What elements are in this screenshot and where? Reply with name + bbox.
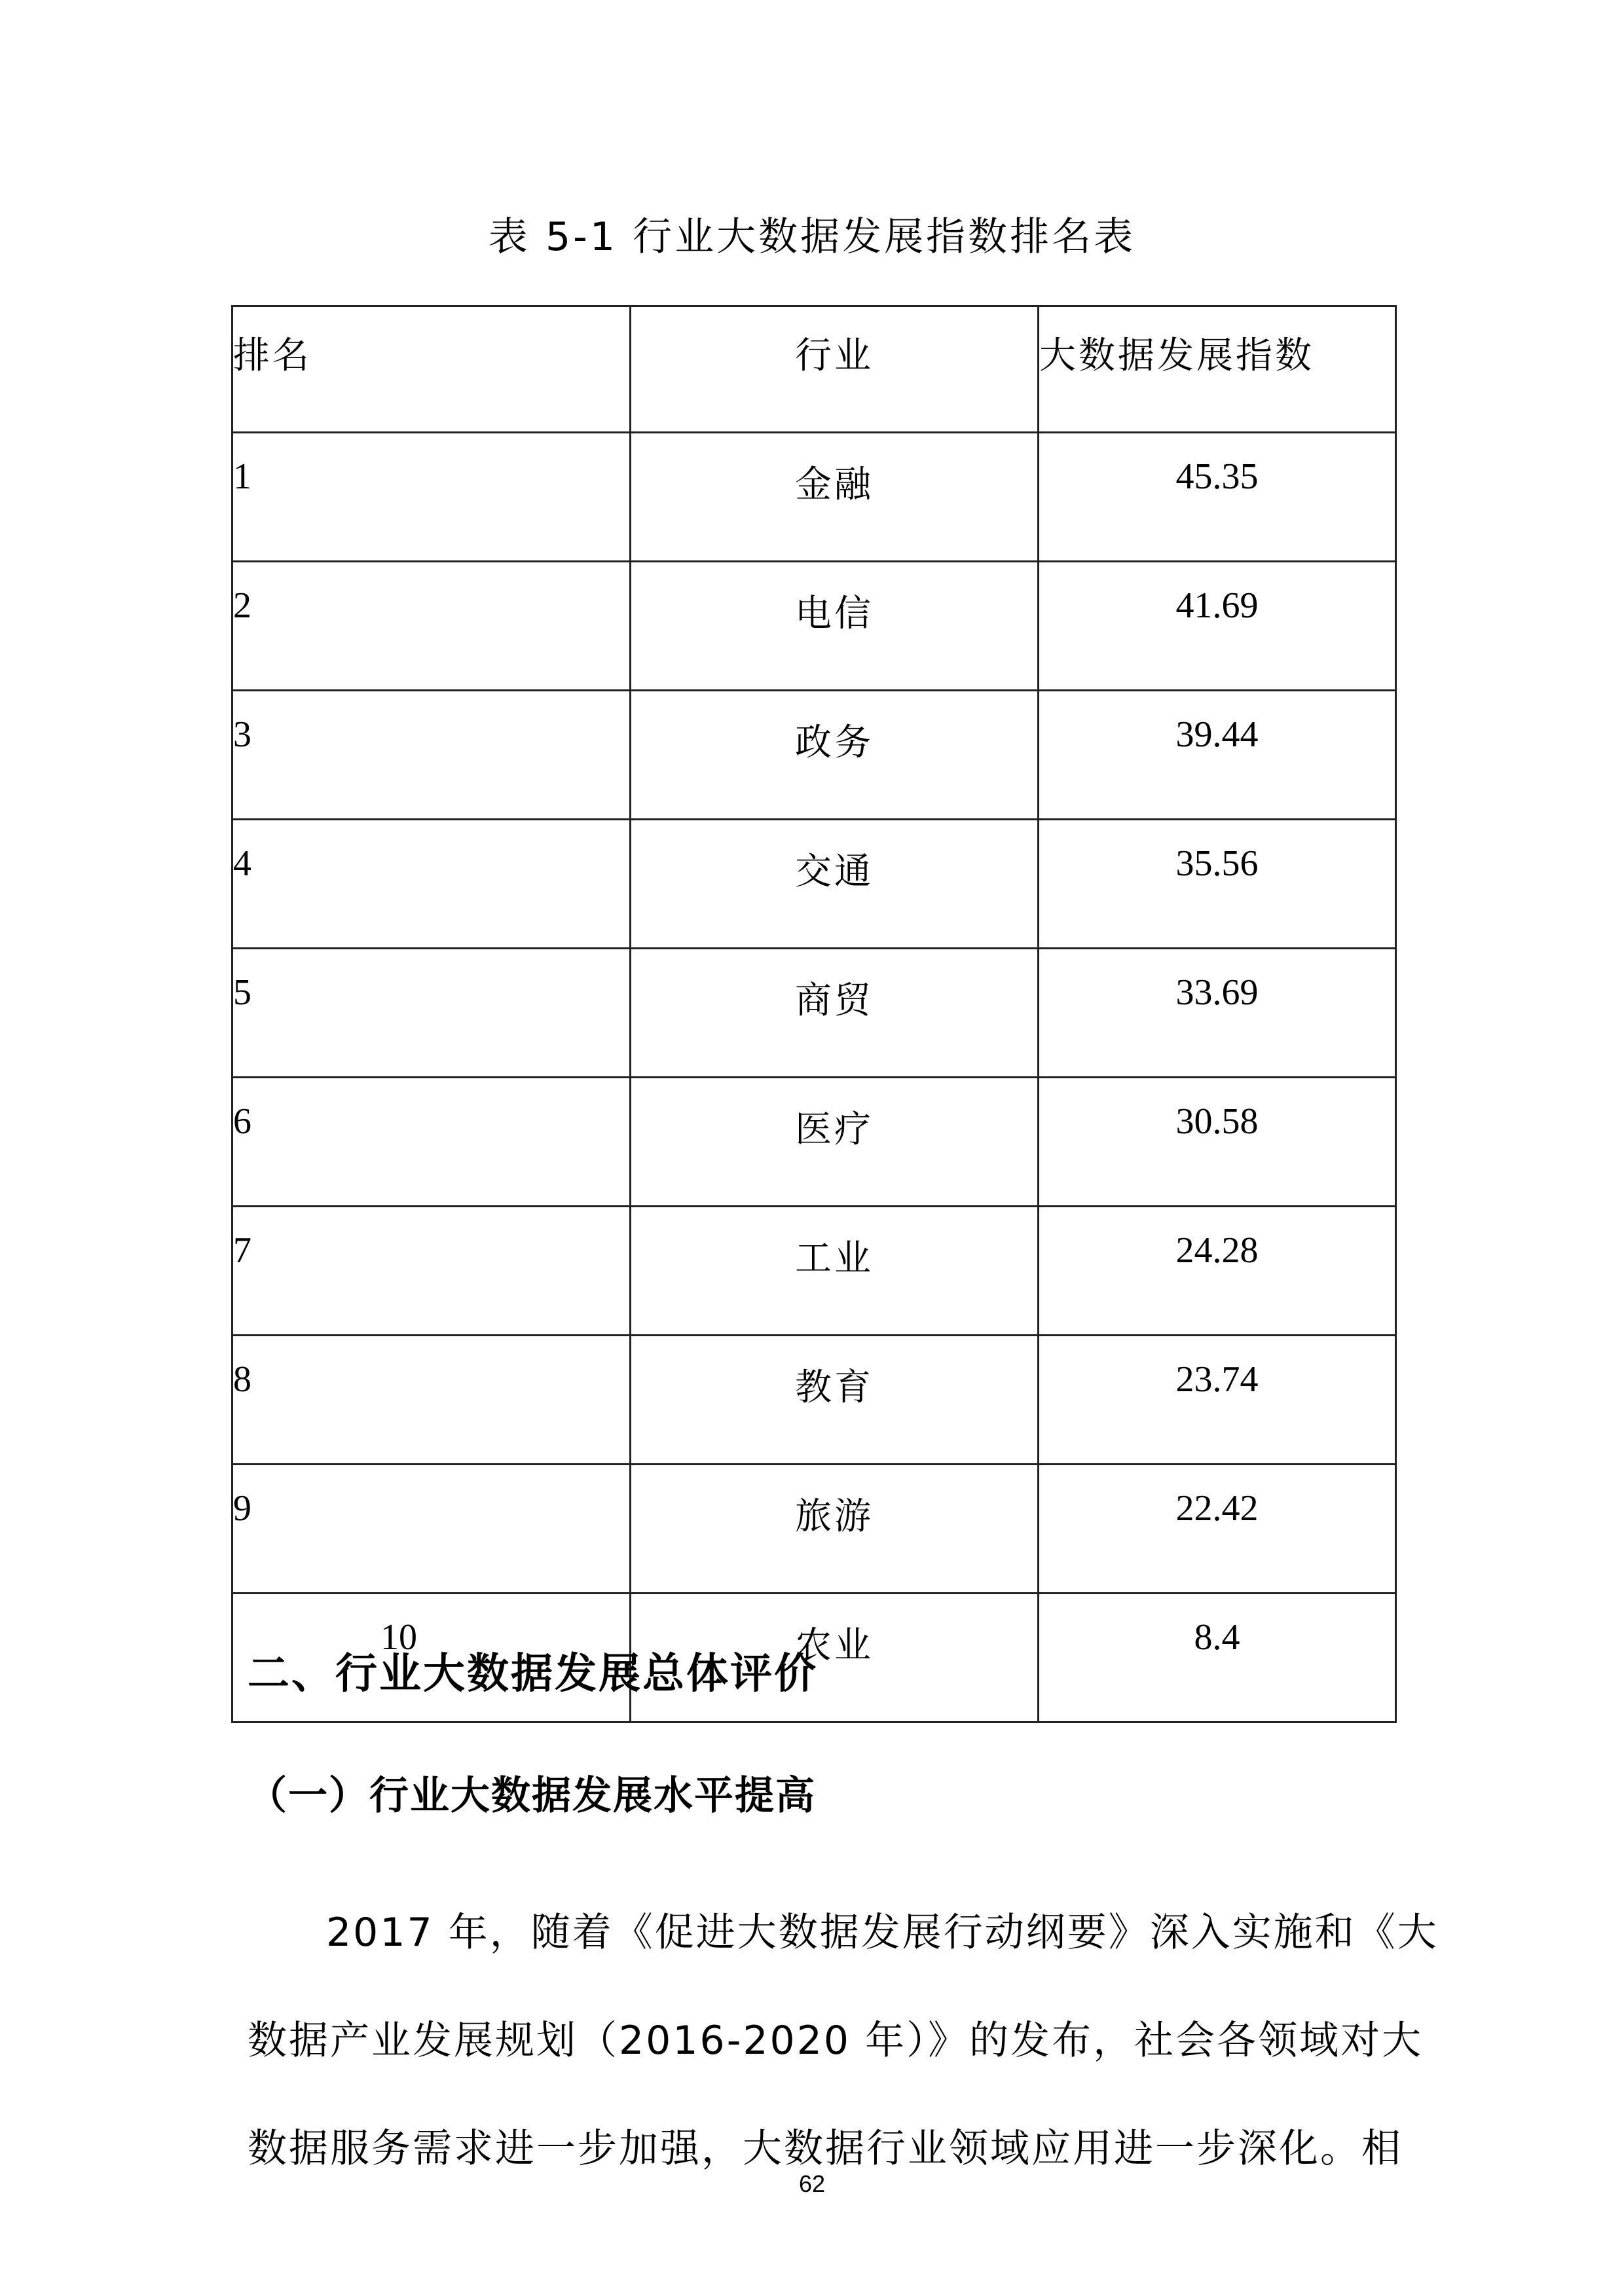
industry-cell: 电信 <box>631 562 1039 691</box>
index-cell: 22.42 <box>1039 1465 1396 1594</box>
paragraph-line: 数据产业发展规划（2016-2020 年）》的发布，社会各领域对大 <box>248 2018 1424 2064</box>
industry-cell: 农业 <box>631 1594 1039 1722</box>
index-cell: 39.44 <box>1039 691 1396 820</box>
table-title: 表 5-1 行业大数据发展指数排名表 <box>488 214 1136 260</box>
table-header-row <box>232 306 1396 433</box>
index-cell: 24.28 <box>1039 1207 1396 1336</box>
industry-cell: 商贸 <box>631 949 1039 1078</box>
rank-cell: 1 <box>232 433 631 562</box>
rank-cell: 10 <box>232 1594 631 1722</box>
table-row <box>232 1207 1396 1336</box>
table-row <box>232 1336 1396 1465</box>
industry-cell: 金融 <box>631 433 1039 562</box>
rank-cell: 3 <box>232 691 631 820</box>
index-cell: 30.58 <box>1039 1078 1396 1207</box>
section-heading: 二、行业大数据发展总体评价 <box>248 1650 818 1698</box>
section-subheading: （一）行业大数据发展水平提高 <box>248 1773 816 1819</box>
index-cell: 8.4 <box>1039 1594 1396 1722</box>
rank-cell: 8 <box>232 1336 631 1465</box>
table-row <box>232 433 1396 562</box>
industry-cell: 旅游 <box>631 1465 1039 1594</box>
header-industry: 行业 <box>631 306 1039 433</box>
table-row <box>232 1078 1396 1207</box>
rank-cell: 6 <box>232 1078 631 1207</box>
index-cell: 45.35 <box>1039 433 1396 562</box>
body-paragraph <box>248 1879 1439 2203</box>
industry-cell: 工业 <box>631 1207 1039 1336</box>
table-row <box>232 820 1396 949</box>
index-cell: 23.74 <box>1039 1336 1396 1465</box>
rank-cell: 4 <box>232 820 631 949</box>
table-row <box>232 562 1396 691</box>
index-cell: 33.69 <box>1039 949 1396 1078</box>
table-row <box>232 1465 1396 1594</box>
header-index: 大数据发展指数 <box>1039 306 1396 433</box>
header-rank: 排名 <box>232 306 631 433</box>
rank-cell: 2 <box>232 562 631 691</box>
index-cell: 35.56 <box>1039 820 1396 949</box>
industry-cell: 交通 <box>631 820 1039 949</box>
table-row <box>232 691 1396 820</box>
rank-cell: 7 <box>232 1207 631 1336</box>
table-row <box>232 949 1396 1078</box>
index-cell: 41.69 <box>1039 562 1396 691</box>
rank-cell: 9 <box>232 1465 631 1594</box>
page-number: 62 <box>798 2170 826 2197</box>
industry-ranking-table <box>231 305 1397 1723</box>
rank-cell: 5 <box>232 949 631 1078</box>
paragraph-line: 2017 年，随着《促进大数据发展行动纲要》深入实施和《大 <box>326 1910 1439 1956</box>
industry-cell: 政务 <box>631 691 1039 820</box>
industry-cell: 教育 <box>631 1336 1039 1465</box>
industry-cell: 医疗 <box>631 1078 1039 1207</box>
paragraph-line: 数据服务需求进一步加强，大数据行业领域应用进一步深化。相 <box>248 2126 1403 2172</box>
